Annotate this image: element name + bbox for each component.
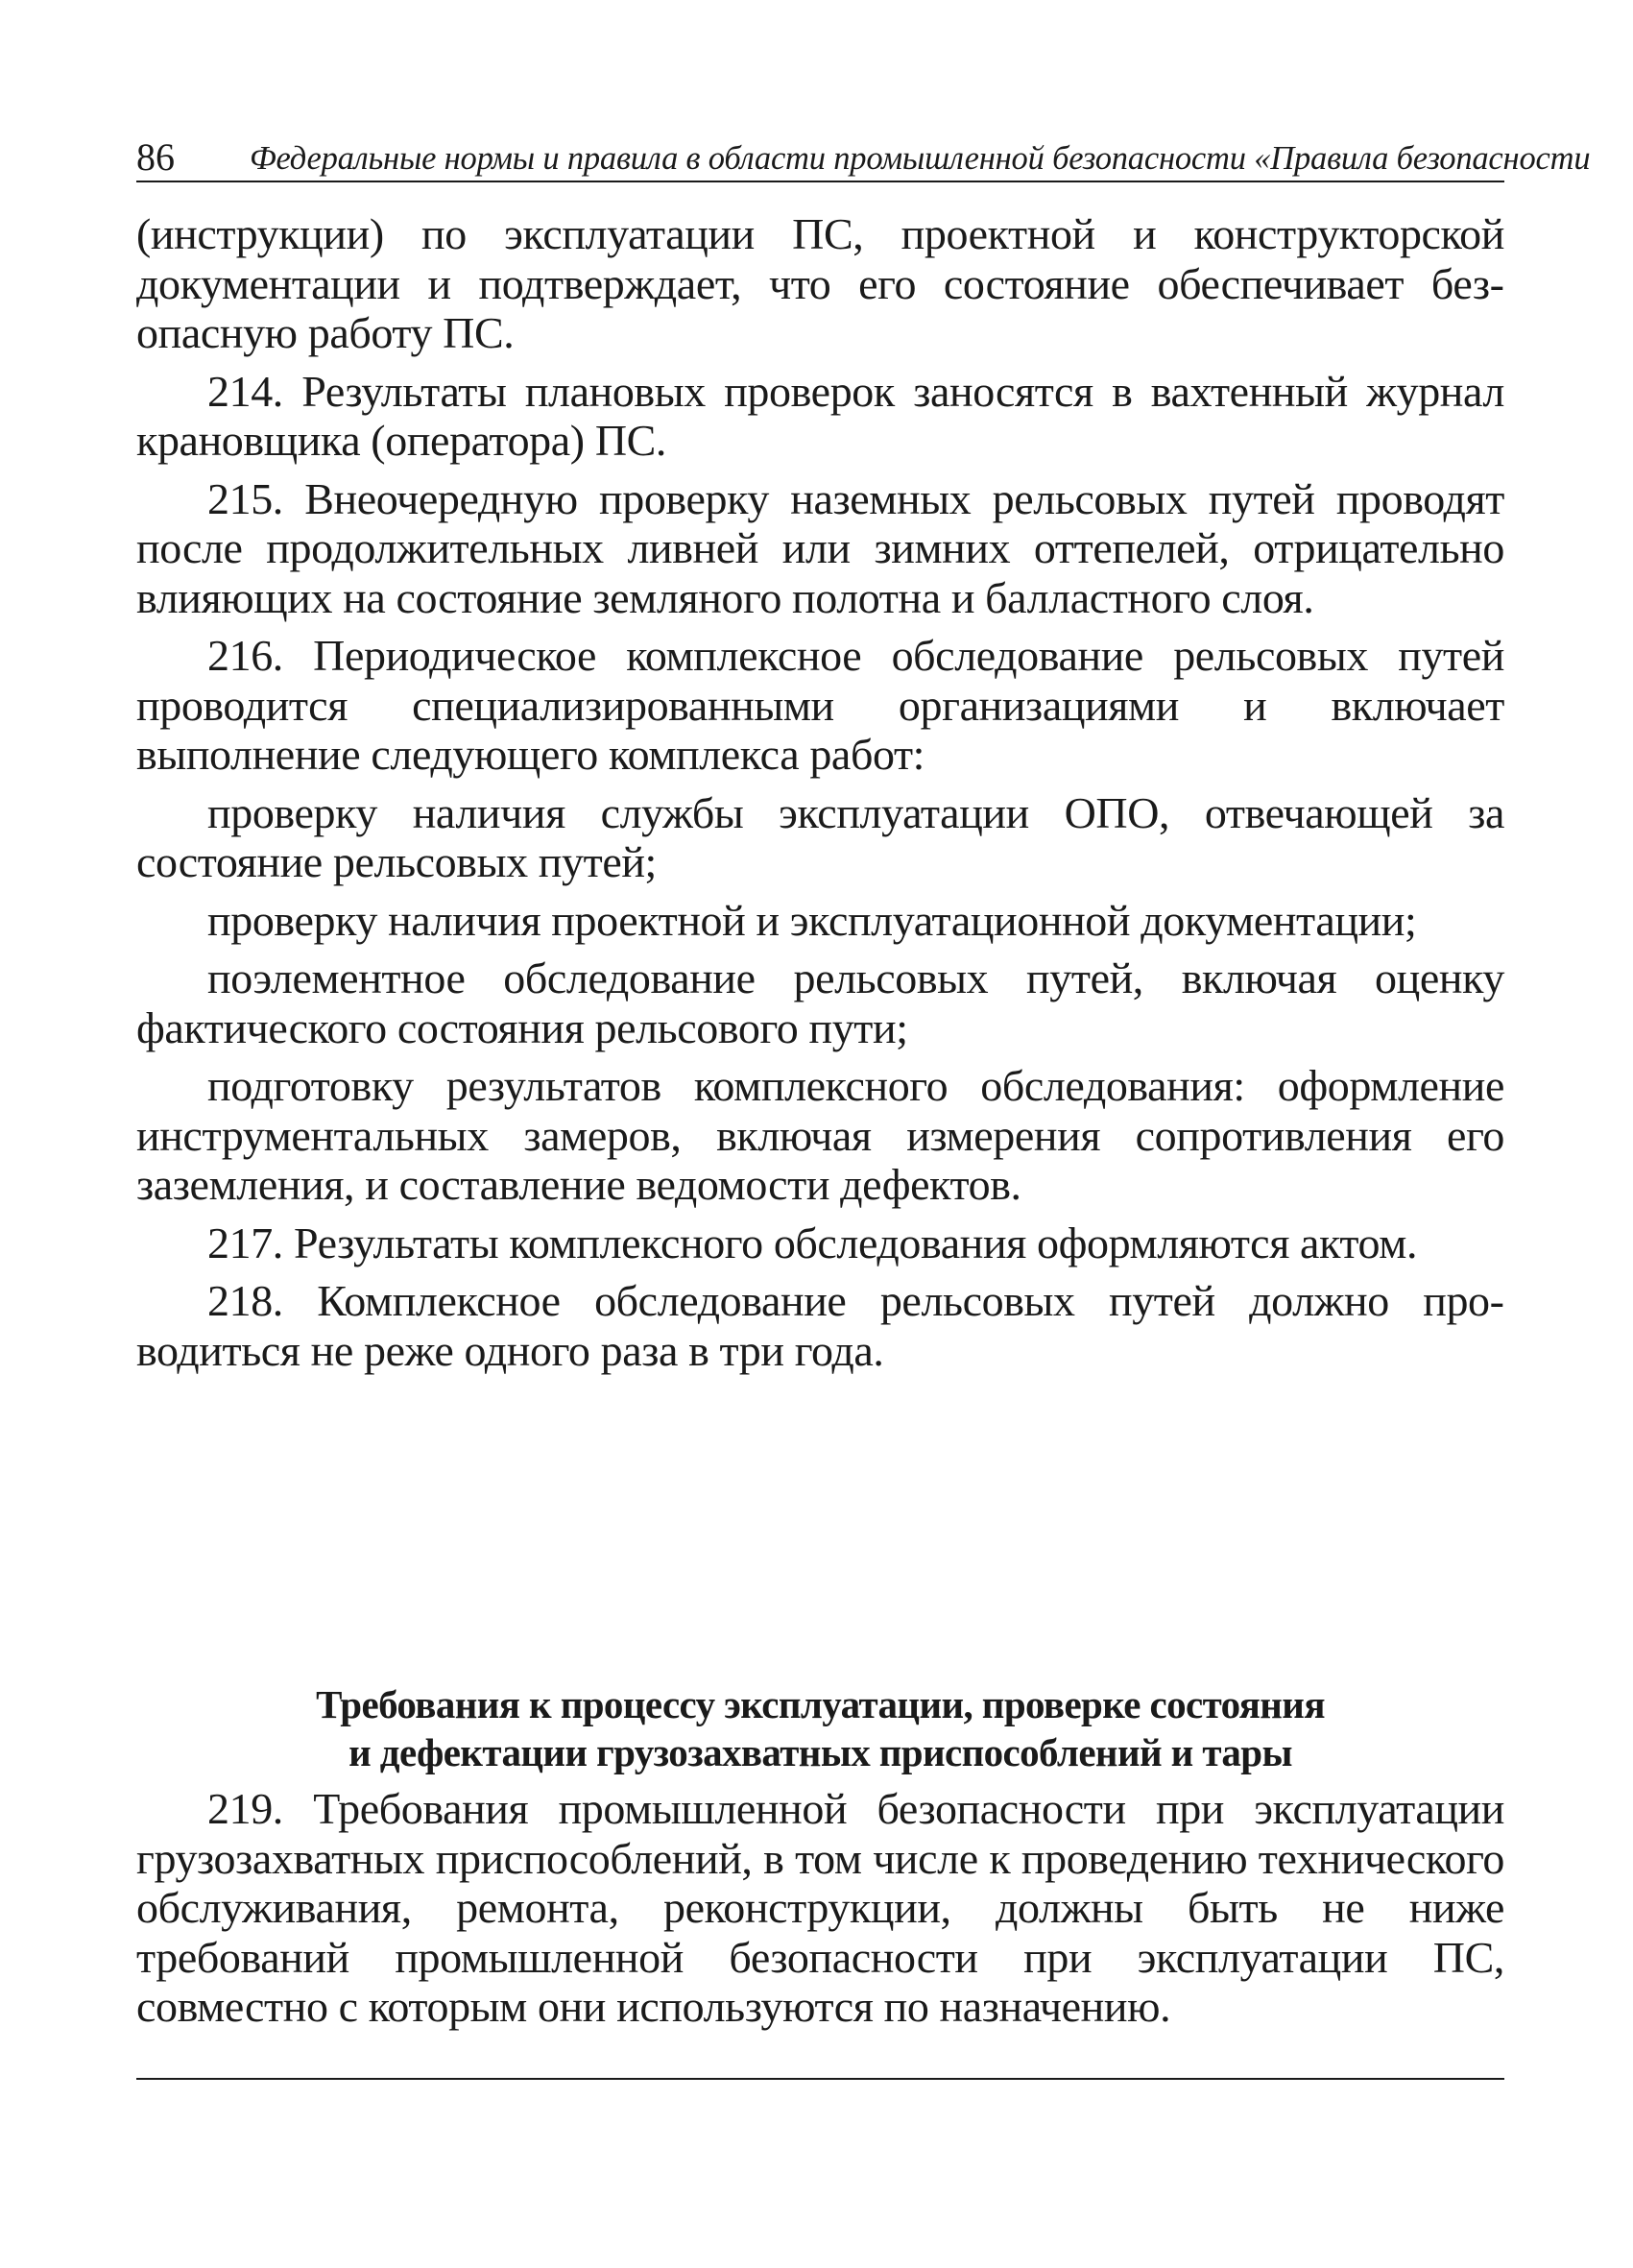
section-body [136,1784,1504,2032]
list-item-documentation-check: проверку наличия проектной и эксплуатационной документации; [207,895,1417,945]
running-title: Федеральные нормы и правила в области промышленной безопасности «Правила безопасности [250,140,1591,177]
section-heading-line-2: и дефектации грузозахватных приспособлений и тары [348,1730,1292,1775]
paragraph-217: 217. Результаты комплексного обследования оформляются актом. [207,1218,1418,1267]
list-item-element-inspection: поэлементное обследование рельсовых путей, включая оценку фактического состояния рельсового пути; [136,953,1504,1052]
list-item-service-check: проверку наличия службы эксплуатации ОПО, отвечающей за состояние рельсовых путей; [136,787,1504,886]
section-heading-line-1: Требования к процессу эксплуатации, проверке состояния [316,1682,1325,1727]
paragraph-216: 216. Периодическое комплексное обследование рельсовых путей проводится специализированными организациями и включает выполнение следующего комплекса работ: [136,631,1504,779]
body-text [136,209,1504,1384]
paragraph-215: 215. Внеочередную проверку наземных рельсовых путей проводят после продолжительных ливней или зимних оттепелей, отрицательно влияющих на состояние земляного полотна и балластного слоя. [136,473,1504,622]
paragraph-219: 219. Требования промышленной безопасности при эксплуатации грузозахватных приспособлений, в том числе к проведению технического обслуживания, ремонта, реконструкции, должны быть не ниже требований промышленной безопасности при эксплуатации ПС, совместно с которым они используются по назначению. [136,1784,1504,2031]
page-number: 86 [136,135,175,179]
bottom-divider [136,2078,1504,2080]
document-page [136,0,1591,2268]
paragraph-214: 214. Результаты плановых проверок заносятся в вахтенный журнал крановщика (оператора) ПС. [136,366,1504,465]
running-header [136,134,1591,182]
paragraph-continuation: (инструкции) по эксплуатации ПС, проектной и конструкторской документации и подтверждает, что его состояние обеспечивает безопасную работу ПС. [136,209,1504,357]
list-item-results-preparation: подготовку результатов комплексного обследования: оформление инструментальных замеров, включая измерения сопротивления его заземления, и составление ведомости дефектов. [136,1061,1504,1209]
section-heading [136,1680,1504,1776]
paragraph-218: 218. Комплексное обследование рельсовых путей должно проводиться не реже одного раза в три года. [136,1276,1504,1375]
